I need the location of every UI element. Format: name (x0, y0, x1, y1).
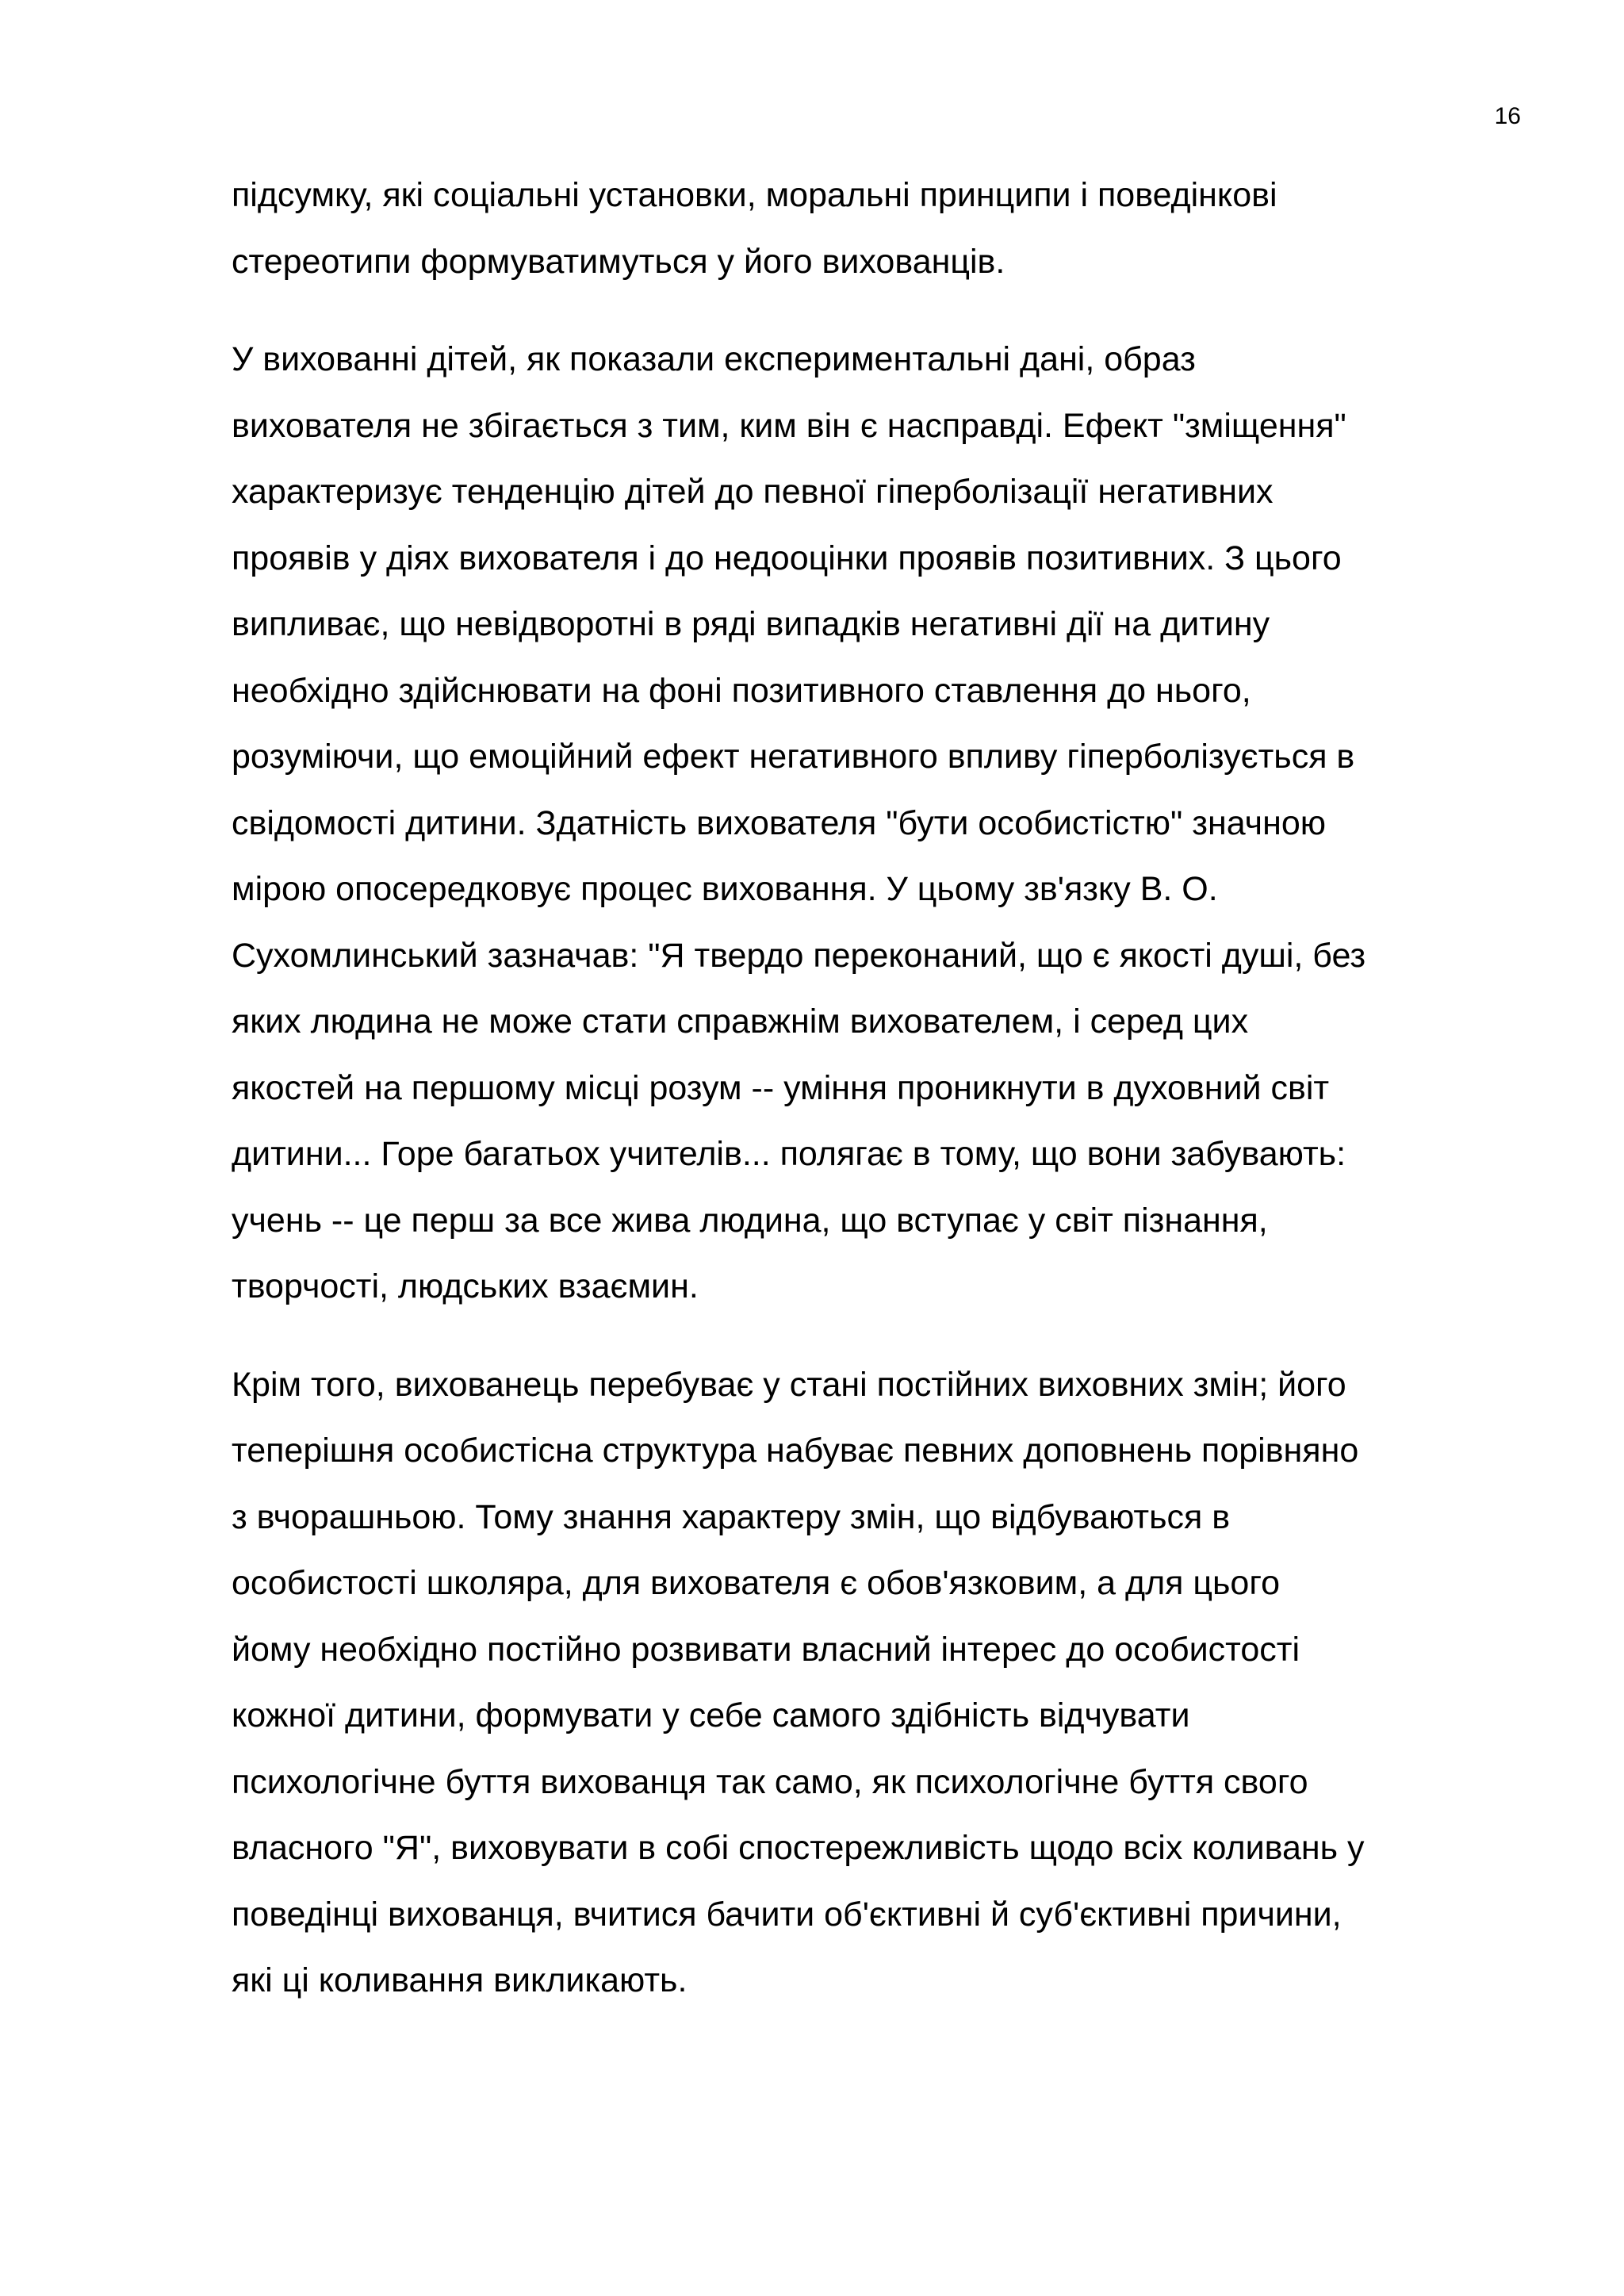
text-line: У вихованні дітей, як показали експериментальні дані, образ (232, 340, 1196, 378)
paragraph-3 (232, 1352, 1564, 2014)
text-line: особистості школяра, для вихователя є обов'язковим, а для цього (232, 1564, 1280, 1602)
text-line: необхідно здійснювати на фоні позитивного ставлення до нього, (232, 671, 1251, 710)
text-line: якостей на першому місці розум -- уміння проникнути в духовний світ (232, 1068, 1330, 1107)
text-line: йому необхідно постійно розвивати власний інтерес до особистості (232, 1630, 1300, 1669)
text-line: теперішня особистісна структура набуває певних доповнень порівняно (232, 1432, 1359, 1470)
paragraph-1 (232, 163, 1564, 295)
text-line: яких людина не може стати справжнім вихователем, і серед цих (232, 1002, 1249, 1041)
text-line: Сухомлинський зазначав: "Я твердо переконаний, що є якості душі, без (232, 936, 1366, 975)
text-line: Крім того, вихованець перебуває у стані постійних виховних змін; його (232, 1365, 1346, 1404)
paragraph-2 (232, 327, 1564, 1320)
text-line: проявів у діях вихователя і до недооцінки проявів позитивних. З цього (232, 539, 1342, 577)
text-line: стереотипи формуватимуться у його вихованців. (232, 242, 1005, 281)
text-line: творчості, людських взаємин. (232, 1267, 699, 1305)
body-text (232, 163, 1564, 2046)
text-line: вихователя не збігається з тим, ким він є насправді. Ефект "зміщення" (232, 406, 1346, 445)
text-line: характеризує тенденцію дітей до певної гіперболізації негативних (232, 473, 1274, 511)
text-line: підсумку, які соціальні установки, моральні принципи і поведінкові (232, 176, 1277, 214)
text-line: випливає, що невідворотні в ряді випадків негативні дії на дитину (232, 605, 1270, 643)
text-line: учень -- це перш за все жива людина, що вступає у світ пізнання, (232, 1201, 1268, 1240)
text-line: психологічне буття вихованця так само, як психологічне буття свого (232, 1762, 1308, 1801)
text-line: кожної дитини, формувати у себе самого здібність відчувати (232, 1696, 1190, 1734)
text-line: власного "Я", виховувати в собі спостережливість щодо всіх коливань у (232, 1829, 1365, 1867)
text-line: поведінці вихованця, вчитися бачити об'єктивні й суб'єктивні причини, (232, 1895, 1342, 1934)
text-line: розуміючи, що емоційний ефект негативного впливу гіперболізується в (232, 738, 1355, 776)
text-line: дитини... Горе багатьох учителів... полягає в тому, що вони забувають: (232, 1135, 1346, 1173)
page-number: 16 (1494, 103, 1521, 129)
text-line: мірою опосередковує процес виховання. У цьому зв'язку В. О. (232, 870, 1218, 908)
text-line: з вчорашньою. Тому знання характеру змін, що відбуваються в (232, 1497, 1231, 1536)
text-line: свідомості дитини. Здатність вихователя "бути особистістю" значною (232, 803, 1326, 842)
text-line: які ці коливання викликають. (232, 1961, 688, 1999)
